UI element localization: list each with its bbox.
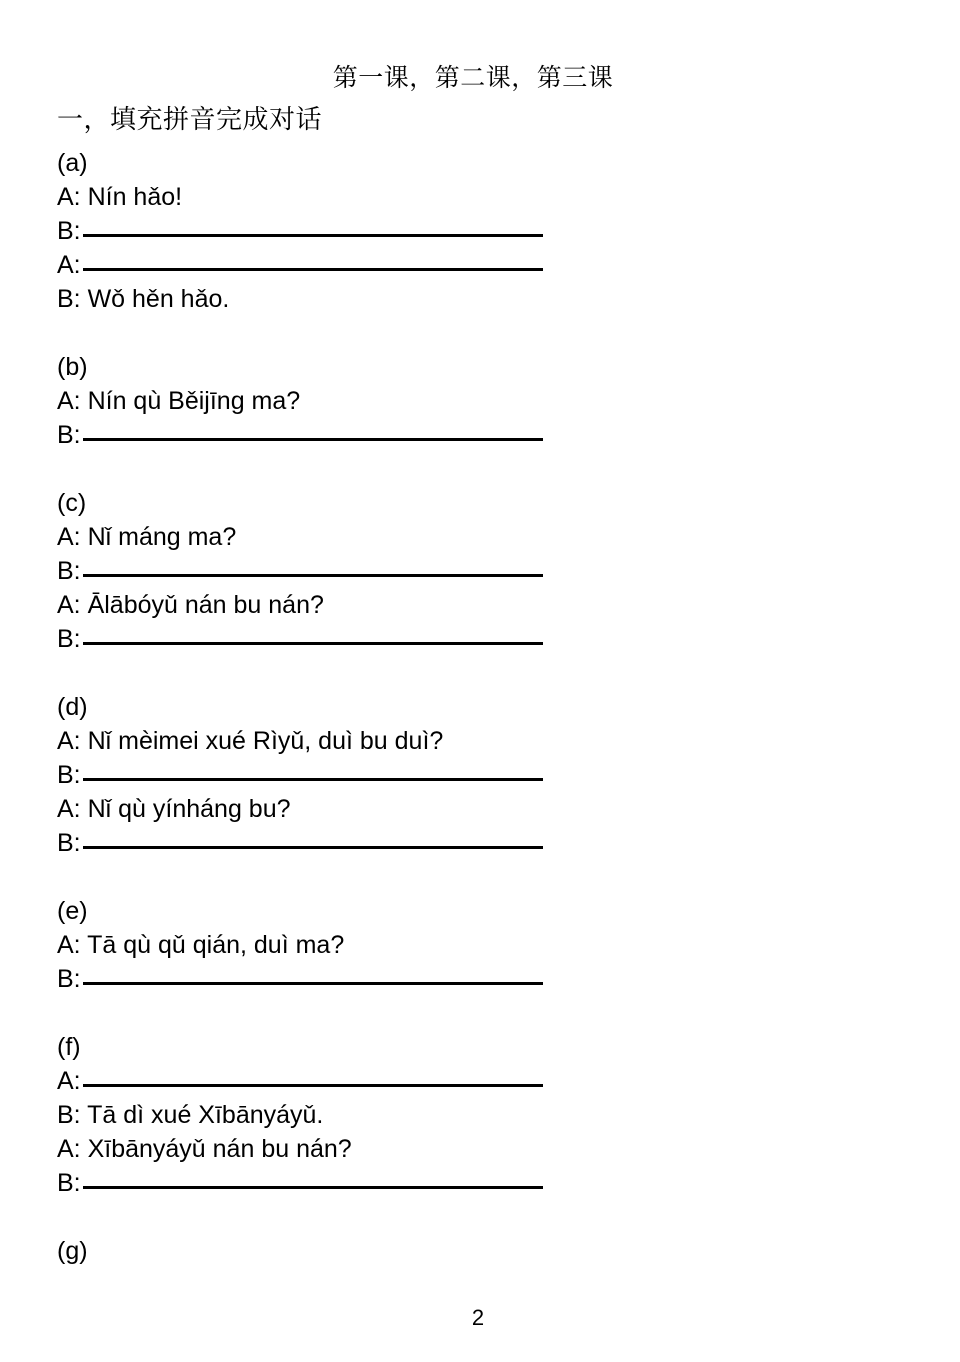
dialogue-line <box>57 758 917 792</box>
page-number: 2 <box>471 1305 485 1330</box>
exercise-group <box>57 1234 917 1268</box>
exercise-list <box>57 146 917 1268</box>
dialogue-line <box>57 248 917 282</box>
exercise-label: (e) <box>57 897 88 925</box>
dialogue-text: Nín hǎo! <box>80 183 183 211</box>
exercise-label: (b) <box>57 353 88 381</box>
dialogue-line <box>57 1132 917 1166</box>
exercise-label: (g) <box>57 1237 88 1265</box>
speaker-label: A: <box>57 591 81 619</box>
exercise-group <box>57 350 917 452</box>
exercise-group <box>57 894 917 996</box>
speaker-label: B: <box>57 829 81 857</box>
exercise-label: (a) <box>57 149 88 177</box>
dialogue-line <box>57 826 917 860</box>
answer-blank[interactable] <box>83 234 543 237</box>
speaker-label: A: <box>57 1135 81 1163</box>
answer-blank[interactable] <box>83 778 543 781</box>
exercise-label: (c) <box>57 489 87 517</box>
answer-blank[interactable] <box>83 982 543 985</box>
exercise-group <box>57 486 917 656</box>
exercise-group <box>57 1030 917 1200</box>
exercise-label: (f) <box>57 1033 81 1061</box>
dialogue-text: Tā qù qǔ qián, duì ma? <box>80 931 345 959</box>
dialogue-line <box>57 622 917 656</box>
dialogue-line <box>57 792 917 826</box>
speaker-label: B: <box>57 285 81 313</box>
answer-blank[interactable] <box>83 642 543 645</box>
speaker-label: B: <box>57 217 81 245</box>
dialogue-text: Nín qù Běijīng ma? <box>80 387 301 415</box>
dialogue-line <box>57 520 917 554</box>
dialogue-text: Xībānyáyǔ nán bu nán? <box>80 1135 352 1163</box>
speaker-label: B: <box>57 421 81 449</box>
dialogue-text: Ālābóyǔ nán bu nán? <box>80 591 324 619</box>
answer-blank[interactable] <box>83 846 543 849</box>
dialogue-text: Nǐ mèimei xué Rìyǔ, duì bu duì? <box>80 727 444 755</box>
dialogue-line <box>57 180 917 214</box>
dialogue-line <box>57 1098 917 1132</box>
speaker-label: A: <box>57 183 81 211</box>
dialogue-line <box>57 1064 917 1098</box>
dialogue-line <box>57 384 917 418</box>
section-heading: 一，填充拼音完成对话 <box>57 105 323 135</box>
answer-blank[interactable] <box>83 1084 543 1087</box>
dialogue-line <box>57 554 917 588</box>
dialogue-line <box>57 418 917 452</box>
page-title: 第一课，第二课，第三课 <box>332 63 614 92</box>
dialogue-line <box>57 962 917 996</box>
answer-blank[interactable] <box>83 438 543 441</box>
speaker-label: B: <box>57 625 81 653</box>
exercise-group <box>57 690 917 860</box>
speaker-label: B: <box>57 557 81 585</box>
exercise-group <box>57 146 917 316</box>
speaker-label: A: <box>57 795 81 823</box>
dialogue-line <box>57 214 917 248</box>
dialogue-line <box>57 282 917 316</box>
answer-blank[interactable] <box>83 574 543 577</box>
speaker-label: B: <box>57 1101 81 1129</box>
dialogue-line <box>57 928 917 962</box>
dialogue-text: Tā dì xué Xībānyáyǔ. <box>80 1101 324 1129</box>
answer-blank[interactable] <box>83 268 543 271</box>
speaker-label: B: <box>57 761 81 789</box>
speaker-label: A: <box>57 727 81 755</box>
dialogue-text: Wǒ hěn hǎo. <box>80 285 230 313</box>
exercise-label: (d) <box>57 693 88 721</box>
speaker-label: A: <box>57 251 81 279</box>
dialogue-line <box>57 1166 917 1200</box>
dialogue-line <box>57 588 917 622</box>
dialogue-text: Nǐ máng ma? <box>80 523 237 551</box>
dialogue-line <box>57 724 917 758</box>
speaker-label: A: <box>57 931 81 959</box>
speaker-label: B: <box>57 965 81 993</box>
dialogue-text: Nǐ qù yínháng bu? <box>80 795 291 823</box>
speaker-label: A: <box>57 523 81 551</box>
answer-blank[interactable] <box>83 1186 543 1189</box>
speaker-label: A: <box>57 1067 81 1095</box>
speaker-label: B: <box>57 1169 81 1197</box>
speaker-label: A: <box>57 387 81 415</box>
